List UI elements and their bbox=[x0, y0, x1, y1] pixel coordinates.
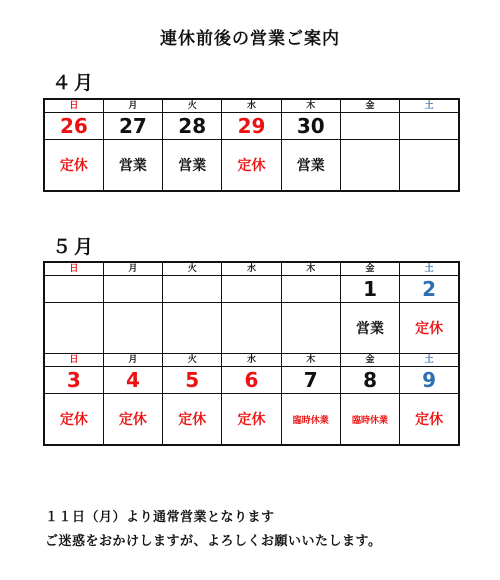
weekday-mon: 月 bbox=[103, 99, 162, 113]
date-cell: 9 bbox=[400, 367, 459, 394]
status-cell: 定休 bbox=[400, 394, 459, 446]
date-cell: 29 bbox=[222, 113, 281, 140]
status-cell: 定休 bbox=[44, 394, 103, 446]
date-cell: 6 bbox=[222, 367, 281, 394]
weekday-sun: 日 bbox=[44, 354, 103, 367]
weekday-sun: 日 bbox=[44, 99, 103, 113]
weekday-tue: 火 bbox=[163, 354, 222, 367]
date-cell: 26 bbox=[44, 113, 103, 140]
date-row bbox=[44, 276, 459, 303]
date-cell bbox=[340, 113, 399, 140]
status-cell: 営業 bbox=[103, 140, 162, 192]
weekday-thu: 木 bbox=[281, 99, 340, 113]
status-row bbox=[44, 394, 459, 446]
date-cell bbox=[222, 276, 281, 303]
date-cell: 8 bbox=[340, 367, 399, 394]
date-cell bbox=[163, 276, 222, 303]
weekday-thu: 木 bbox=[281, 262, 340, 276]
weekday-header-row bbox=[44, 99, 459, 113]
weekday-fri: 金 bbox=[340, 262, 399, 276]
weekday-wed: 水 bbox=[222, 262, 281, 276]
notice-line-1: １１日（月）より通常営業となります bbox=[45, 510, 275, 525]
weekday-tue: 火 bbox=[163, 99, 222, 113]
weekday-sun: 日 bbox=[44, 262, 103, 276]
status-cell: 臨時休業 bbox=[281, 394, 340, 446]
month-label-may: ５月 bbox=[52, 236, 97, 258]
calendar-april bbox=[43, 98, 460, 192]
weekday-fri: 金 bbox=[340, 354, 399, 367]
weekday-sat: 土 bbox=[400, 99, 459, 113]
calendar-may bbox=[43, 261, 460, 446]
status-cell: 定休 bbox=[400, 303, 459, 354]
weekday-mon: 月 bbox=[103, 262, 162, 276]
status-cell bbox=[281, 303, 340, 354]
date-cell: 30 bbox=[281, 113, 340, 140]
date-cell bbox=[103, 276, 162, 303]
date-cell: 3 bbox=[44, 367, 103, 394]
weekday-wed: 水 bbox=[222, 99, 281, 113]
status-cell: 営業 bbox=[163, 140, 222, 192]
date-cell: 4 bbox=[103, 367, 162, 394]
weekday-wed: 水 bbox=[222, 354, 281, 367]
weekday-sat: 土 bbox=[400, 354, 459, 367]
date-cell: 28 bbox=[163, 113, 222, 140]
date-cell: 27 bbox=[103, 113, 162, 140]
notice-line-2: ご迷惑をおかけしますが、よろしくお願いいたします。 bbox=[45, 534, 382, 549]
status-cell: 営業 bbox=[340, 303, 399, 354]
status-cell bbox=[340, 140, 399, 192]
weekday-mon: 月 bbox=[103, 354, 162, 367]
weekday-header-row bbox=[44, 354, 459, 367]
page-title: 連休前後の営業ご案内 bbox=[160, 29, 340, 49]
status-cell: 定休 bbox=[103, 394, 162, 446]
date-cell: 1 bbox=[340, 276, 399, 303]
status-row bbox=[44, 303, 459, 354]
weekday-sat: 土 bbox=[400, 262, 459, 276]
status-cell bbox=[163, 303, 222, 354]
weekday-thu: 木 bbox=[281, 354, 340, 367]
weekday-fri: 金 bbox=[340, 99, 399, 113]
status-cell bbox=[400, 140, 459, 192]
status-cell bbox=[103, 303, 162, 354]
status-cell bbox=[44, 303, 103, 354]
date-cell: 2 bbox=[400, 276, 459, 303]
weekday-tue: 火 bbox=[163, 262, 222, 276]
weekday-header-row bbox=[44, 262, 459, 276]
date-cell bbox=[44, 276, 103, 303]
status-cell bbox=[222, 303, 281, 354]
date-row bbox=[44, 367, 459, 394]
date-cell bbox=[400, 113, 459, 140]
status-cell: 営業 bbox=[281, 140, 340, 192]
status-cell: 定休 bbox=[222, 394, 281, 446]
status-cell: 定休 bbox=[44, 140, 103, 192]
month-label-april: ４月 bbox=[52, 72, 97, 94]
date-cell: 5 bbox=[163, 367, 222, 394]
date-row bbox=[44, 113, 459, 140]
date-cell: 7 bbox=[281, 367, 340, 394]
status-cell: 定休 bbox=[222, 140, 281, 192]
status-row bbox=[44, 140, 459, 192]
date-cell bbox=[281, 276, 340, 303]
status-cell: 臨時休業 bbox=[340, 394, 399, 446]
status-cell: 定休 bbox=[163, 394, 222, 446]
